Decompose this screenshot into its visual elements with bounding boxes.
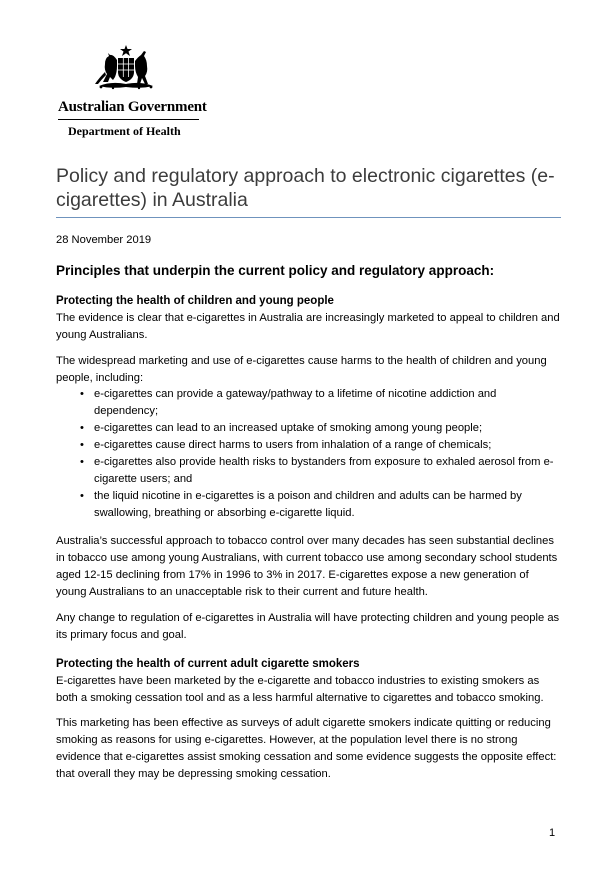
bullet-icon: • <box>80 490 84 502</box>
document-title: Policy and regulatory approach to electronic cigarettes (e-cigarettes) in Australia <box>56 165 555 211</box>
paragraph: The widespread marketing and use of e-cigarettes cause harms to the health of children and young people, including: <box>56 355 547 384</box>
coat-of-arms-icon <box>91 44 161 92</box>
paragraph: E-cigarettes have been marketed by the e-cigarette and tobacco industries to existing smokers as both a smoking cessation tool and as a less harmful alternative to cigarettes and tobacco smoking. <box>56 675 544 704</box>
paragraph: Any change to regulation of e-cigarettes in Australia will have protecting children and young people as its primary focus and goal. <box>56 612 560 641</box>
page-number: 1 <box>549 827 556 839</box>
list-item: • e-cigarettes can provide a gateway/pathway to a lifetime of nicotine addiction and dependency; <box>80 388 497 417</box>
paragraph: Australia’s successful approach to tobacco control over many decades has seen substantial declines in tobacco use among young Australians, with current tobacco use among secondary school students aged 12-15 declining from 17% in 1996 to 3% in 2017. E-cigarettes expose a new generation of young Australians to an unacceptable risk to their current and future health. <box>56 535 558 598</box>
government-name: Australian Government <box>58 99 207 115</box>
section-heading: Protecting the health of children and young people <box>56 295 334 307</box>
bullet-icon: • <box>80 388 84 400</box>
logo-divider <box>58 119 199 120</box>
bullet-icon: • <box>80 456 84 468</box>
bullet-icon: • <box>80 422 84 434</box>
list-item: • the liquid nicotine in e-cigarettes is a poison and children and adults can be harmed by swallowing, breathing or absorbing e-cigarette liquid. <box>80 490 522 519</box>
bullet-icon: • <box>80 439 84 451</box>
document-date: 28 November 2019 <box>56 234 152 246</box>
section-children-intro <box>56 293 561 344</box>
paragraph: This marketing has been effective as surveys of adult cigarette smokers indicate quitting or reducing smoking as reasons for using e-cigarettes. However, at the population level there is no strong evidence that e-cigarettes assist smoking cessation and some evidence suggests the opposite effect: that overall they may be depressing smoking cessation. <box>56 717 557 780</box>
section-heading: Protecting the health of current adult cigarette smokers <box>56 658 360 670</box>
list-item: • e-cigarettes can lead to an increased uptake of smoking among young people; <box>56 420 561 437</box>
department-name: Department of Health <box>68 124 181 138</box>
title-underline <box>56 217 561 218</box>
list-item: • e-cigarettes also provide health risks to bystanders from exposure to exhaled aerosol from e-cigarette users; and <box>80 456 554 485</box>
section-adult-smokers <box>56 656 561 707</box>
paragraph: The evidence is clear that e-cigarettes in Australia are increasingly marketed to appeal to children and young Australians. <box>56 312 560 341</box>
list-item: • e-cigarettes cause direct harms to users from inhalation of a range of chemicals; <box>56 437 561 454</box>
harms-bullet-list <box>56 386 561 522</box>
government-logo <box>58 44 207 138</box>
principles-heading: Principles that underpin the current policy and regulatory approach: <box>56 263 495 278</box>
